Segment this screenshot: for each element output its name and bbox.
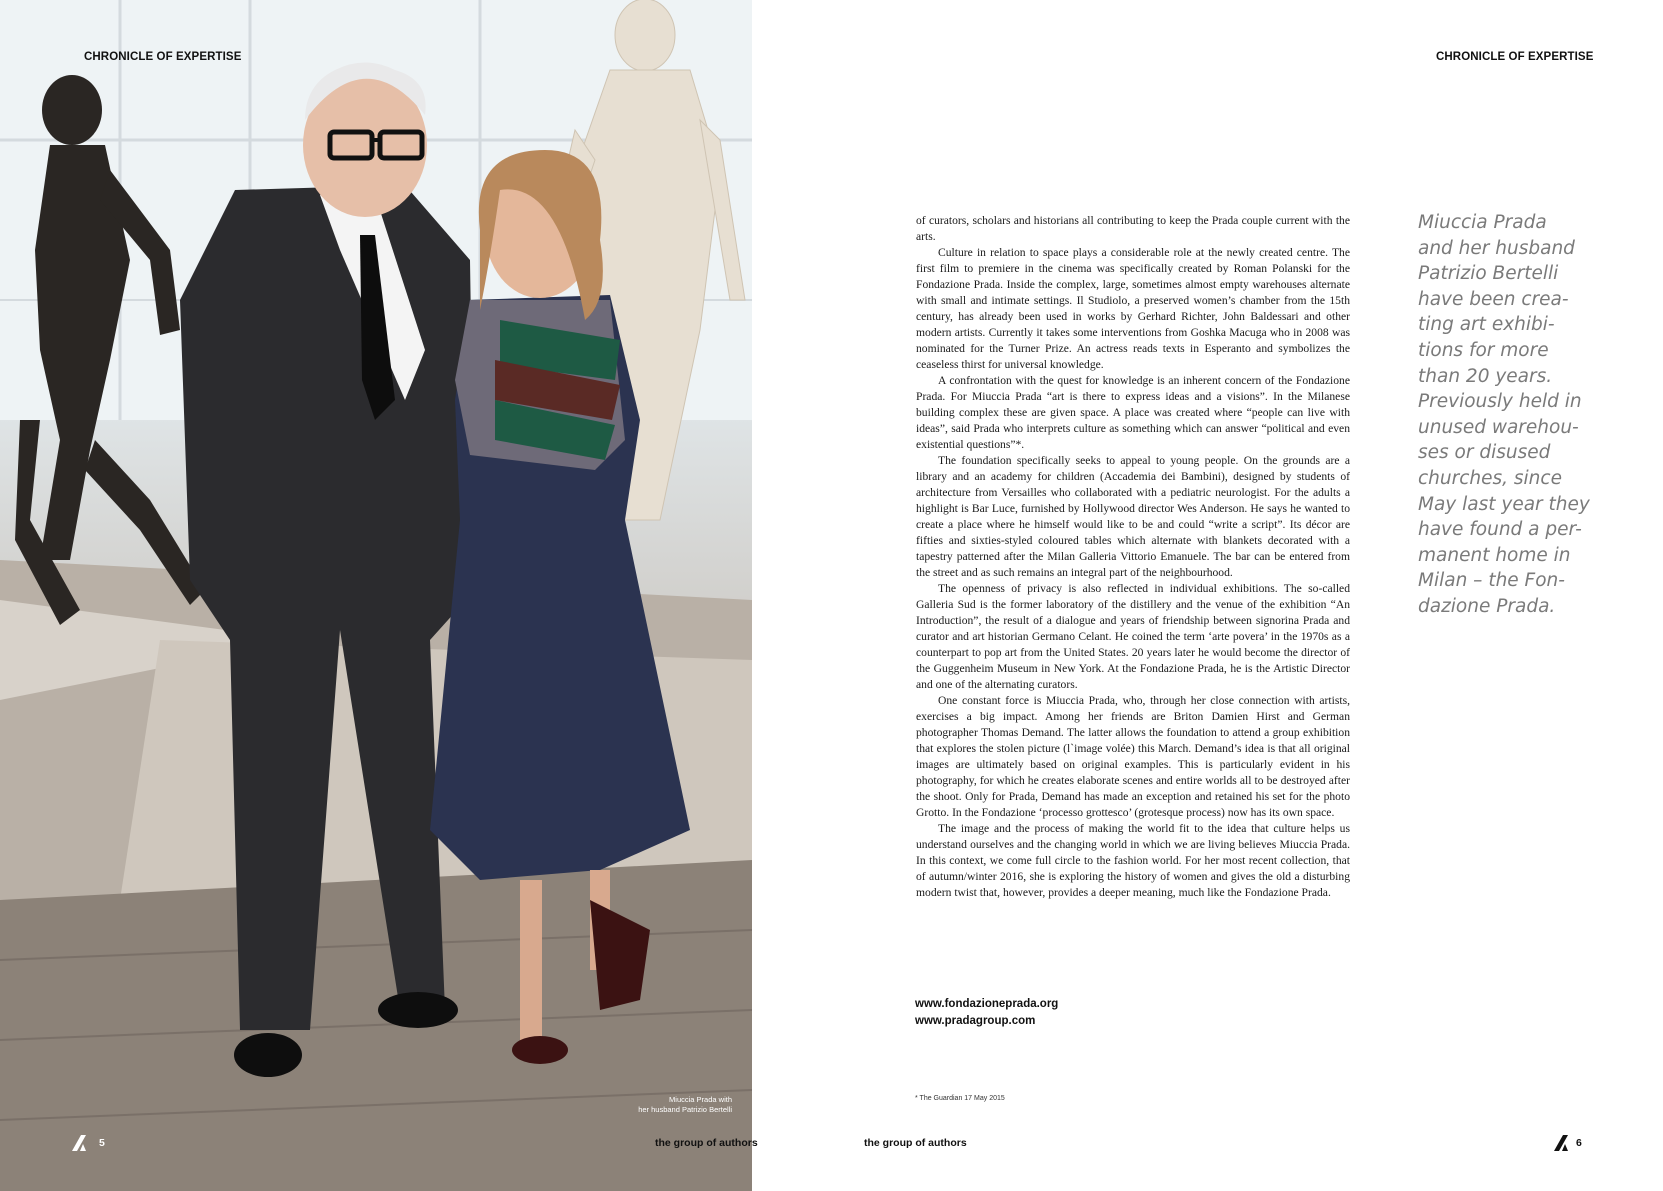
link-fondazione[interactable]: www.fondazioneprada.org [915, 998, 1059, 1010]
caption-line-2: her husband Patrizio Bertelli [638, 1105, 732, 1114]
article-paragraph: One constant force is Miuccia Prada, who, through her close connection with artists, exercises a big impact. Among her friends are Briton Damien Hirst and German photographer Thomas Demand. The latter allows the foundation to attend a group exhibition that explores the stolen picture (l`image volée) this March. Demand’s idea is that all original images are ultimately based on original examples. This is particularly evident in his photography, for which he creates elaborate scenes and entire worlds all to be destroyed after the shoot. Only for Prada, Demand has made an exception and retained his set for the photo Grotto. In the Fondazione ‘processo grottesco’ (grotesque process) now has its own space. [916, 694, 1350, 819]
section-title-left: CHRONICLE OF EXPERTISE [84, 51, 242, 63]
pull-quote-line: tions for more [1418, 339, 1549, 361]
article-paragraph: The foundation specifically seeks to appeal to young people. On the grounds are a library and an academy for children (Accademia dei Bambini), designed by students of architecture from Versailles who collaborated with a pediatric neurologist. For the adults a highlight is Bar Luce, furnished by Hollywood director Wes Anderson. He says he wanted to create a place where he himself would like to be and could “write a script”. Its décor are fifties and sixties-styled coloured tables which alternate with blankets decorated with a tapestry patterned after the Milan Galleria Vittorio Emanuele. The bar can be entered from the street and as such remains an integral part of the neighbourhood. [916, 454, 1350, 579]
article-paragraph: The openness of privacy is also reflected in individual exhibitions. The so-called Galleria Sud is the former laboratory of the distillery and the venue of the exhibition “An Introduction”, the result of a dialogue and years of friendship between signorina Prada and curator and art historian Germano Celant. He coined the term ‘arte povera’ in the 1970s as a counterpart to pop art from the United States. 20 years later he would become the director of the Guggenheim Museum in New York. At the Fondazione Prada, he is the Artistic Director and one of the alternating curators. [916, 582, 1350, 691]
photo-illustration [0, 0, 752, 1191]
pull-quote-line: Miuccia Prada [1418, 212, 1547, 233]
magazine-logo-icon [72, 1135, 86, 1151]
article-body [916, 213, 1350, 901]
pull-quote-line: May last year they [1418, 493, 1590, 515]
page-number-right: 6 [1576, 1137, 1582, 1149]
pull-quote-line: Patrizio Bertelli [1418, 263, 1559, 285]
pull-quote-line: ting art exhibi- [1418, 314, 1555, 336]
author-credit-left: the group of authors [655, 1137, 758, 1149]
pull-quote-line: have found a per- [1418, 519, 1582, 541]
article-paragraph: Culture in relation to space plays a considerable role at the newly created centre. The first film to premiere in the cinema was specifically created by Roman Polanski for the Fondazione Prada. Inside the complex, large, sometimes almost empty warehouses alternate with small and intimate settings. Il Studiolo, a preserved women’s chamber from the 15th century, has already been used in works by Gerhard Richter, John Baldessari and other modern artists. Currently it takes some interventions from Goshka Macuga who in 2008 was nominated for the Turner Prize. An actress reads texts in Esperanto and symbolizes the ceaseless thirst for universal knowledge. [916, 246, 1350, 371]
pull-quote-line: ses or disused [1418, 442, 1551, 464]
page-number-left: 5 [99, 1137, 105, 1149]
cover-photo [0, 0, 752, 1191]
footnote: * The Guardian 17 May 2015 [915, 1095, 1005, 1102]
pull-quote-line: Previously held in [1418, 391, 1582, 413]
pull-quote-line: Milan – the Fon- [1418, 570, 1565, 592]
pull-quote [1418, 210, 1588, 620]
article-paragraph: The image and the process of making the world fit to the idea that culture helps us understand ourselves and the changing world in which we are living believes Miuccia Prada. In this context, we come full circle to the fashion world. For her most recent collection, that of autumn/winter 2016, she is exploring the history of women and gives the old a disturbing modern twist that, however, provides a deeper meaning, much like the Fondazione Prada. [916, 822, 1350, 899]
section-title-right: CHRONICLE OF EXPERTISE [1436, 51, 1594, 63]
photo-caption [600, 1095, 732, 1115]
pull-quote-line: have been crea- [1418, 288, 1569, 310]
article-paragraph: of curators, scholars and historians all contributing to keep the Prada couple current with the arts. [916, 214, 1350, 243]
pull-quote-line: and her husband [1418, 237, 1575, 259]
pull-quote-line: manent home in [1418, 544, 1571, 566]
magazine-logo-icon [1554, 1135, 1568, 1151]
article-paragraph: A confrontation with the quest for knowledge is an inherent concern of the Fondazione Prada. For Miuccia Prada “art is there to express ideas and a visions”. In the Milanese building complex these are given space. A place was created where “people can live with ideas”, said Prada who interprets culture as something which can answer “political and even existential questions”*. [916, 374, 1350, 451]
pull-quote-line: than 20 years. [1418, 365, 1553, 387]
pull-quote-line: unused warehou- [1418, 416, 1579, 438]
caption-line-1: Miuccia Prada with [669, 1095, 732, 1104]
pull-quote-line: churches, since [1418, 467, 1562, 489]
author-credit-right: the group of authors [864, 1137, 967, 1149]
pull-quote-line: dazione Prada. [1418, 595, 1556, 617]
link-pradagroup[interactable]: www.pradagroup.com [915, 1015, 1036, 1027]
web-links [915, 996, 1058, 1030]
